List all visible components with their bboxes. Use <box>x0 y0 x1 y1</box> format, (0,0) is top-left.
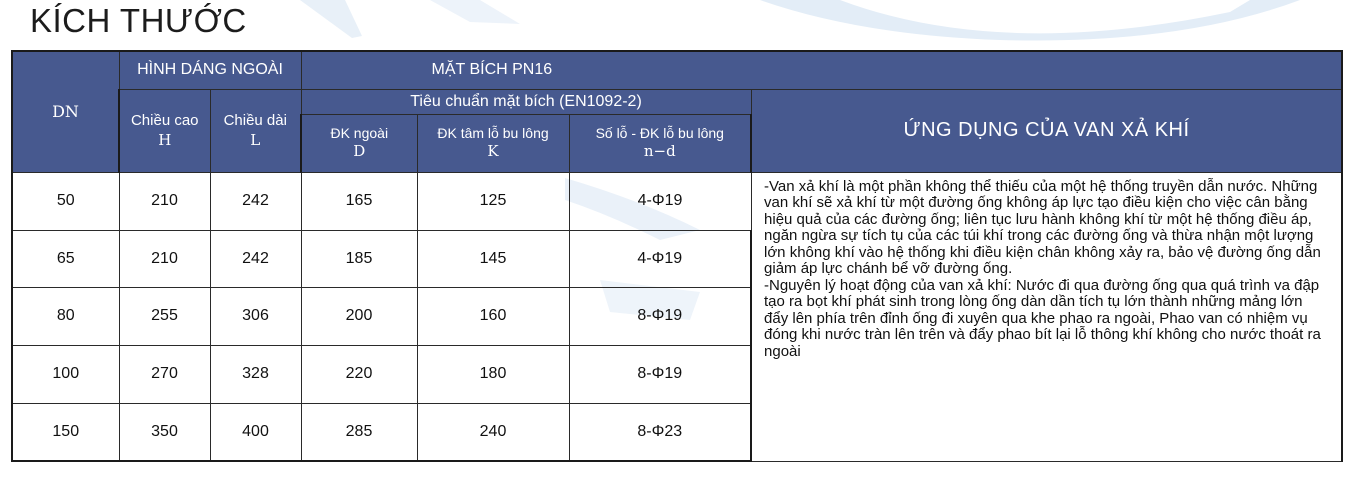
dimensions-table <box>11 50 1343 462</box>
header-bolt-count-label: Số lỗ - ĐK lỗ bu lông <box>595 124 724 141</box>
cell-bolt-count: 4-Φ19 <box>569 172 751 230</box>
header-height <box>119 89 210 172</box>
header-bolt-circle-label: ĐK tâm lỗ bu lông <box>437 124 549 141</box>
header-bolt-count <box>569 114 751 172</box>
cell-length: 400 <box>210 403 301 461</box>
table-row <box>12 172 1342 230</box>
application-paragraph-2: -Nguyên lý hoạt động của van xả khí: Nước đi qua đường ống qua quá trình va đập tạo ra bọt khí phát sinh trong lòng ống dàn dần tích tụ lớn thành những mảng lớn đẩy lên phía trên đỉnh ống đi xuyên qua khe phao ra ngoài, Phao van có nhiệm vụ đóng khi nước tràn lên trên và đẩy phao bít lại lỗ thông khí không cho nước thoát ra ngoài <box>764 276 1321 360</box>
cell-length: 242 <box>210 230 301 287</box>
application-description <box>751 172 1342 461</box>
cell-bolt-count: 8-Φ19 <box>569 345 751 403</box>
cell-bolt-circle: 180 <box>417 345 569 403</box>
header-bolt-circle <box>417 114 569 172</box>
header-height-label: Chiều cao <box>130 111 199 129</box>
cell-dn: 100 <box>12 345 119 403</box>
cell-length: 306 <box>210 287 301 345</box>
header-outer-diameter <box>301 114 417 172</box>
application-paragraph-1: -Van xả khí là một phần không thể thiếu của một hệ thống truyền dẫn nước. Những van khí sẽ xả khí từ một đường ống không áp lực tạo điều kiện cho việc cân bằng hiệu quả của các đường ống; liên tục lưu hành không khí từ một hệ thống điều áp, ngăn ngừa sự tích tụ của các túi khí trong các đường ống và thừa nhận một lượng lớn không khí vào hệ thống khi điều kiện chân không xảy ra, bảo vệ đường ống dẫn giảm áp lực chánh bể vỡ đường ống. <box>764 177 1321 277</box>
header-outer-diameter-symbol: D <box>353 142 366 161</box>
cell-height: 350 <box>119 403 210 461</box>
cell-bolt-circle: 125 <box>417 172 569 230</box>
cell-bolt-circle: 160 <box>417 287 569 345</box>
cell-length: 328 <box>210 345 301 403</box>
cell-bolt-circle: 145 <box>417 230 569 287</box>
cell-dn: 80 <box>12 287 119 345</box>
header-bolt-count-symbol: n−d <box>643 142 676 161</box>
header-dn: DN <box>12 51 119 172</box>
header-flange-label: MẶT BÍCH PN16 <box>431 61 553 79</box>
cell-dn: 50 <box>12 172 119 230</box>
cell-bolt-count: 4-Φ19 <box>569 230 751 287</box>
cell-bolt-count: 8-Φ19 <box>569 287 751 345</box>
header-flange <box>301 51 1342 89</box>
cell-height: 255 <box>119 287 210 345</box>
cell-dn: 65 <box>12 230 119 287</box>
cell-outer-diameter: 185 <box>301 230 417 287</box>
header-application: ỨNG DỤNG CỦA VAN XẢ KHÍ <box>751 89 1342 172</box>
cell-outer-diameter: 165 <box>301 172 417 230</box>
cell-dn: 150 <box>12 403 119 461</box>
cell-bolt-count: 8-Φ23 <box>569 403 751 461</box>
cell-outer-diameter: 200 <box>301 287 417 345</box>
header-bolt-circle-symbol: K <box>487 142 499 161</box>
cell-length: 242 <box>210 172 301 230</box>
page-title: KÍCH THƯỚC <box>30 2 247 39</box>
header-height-symbol: H <box>158 130 172 149</box>
header-outer-diameter-label: ĐK ngoài <box>330 124 389 141</box>
cell-bolt-circle: 240 <box>417 403 569 461</box>
cell-height: 270 <box>119 345 210 403</box>
header-length <box>210 89 301 172</box>
header-length-symbol: L <box>250 130 261 149</box>
cell-outer-diameter: 285 <box>301 403 417 461</box>
header-outer-shape: HÌNH DÁNG NGOÀI <box>119 51 301 89</box>
cell-height: 210 <box>119 230 210 287</box>
cell-outer-diameter: 220 <box>301 345 417 403</box>
cell-height: 210 <box>119 172 210 230</box>
header-flange-standard: Tiêu chuẩn mặt bích (EN1092-2) <box>301 89 751 114</box>
header-length-label: Chiều dài <box>223 111 287 129</box>
